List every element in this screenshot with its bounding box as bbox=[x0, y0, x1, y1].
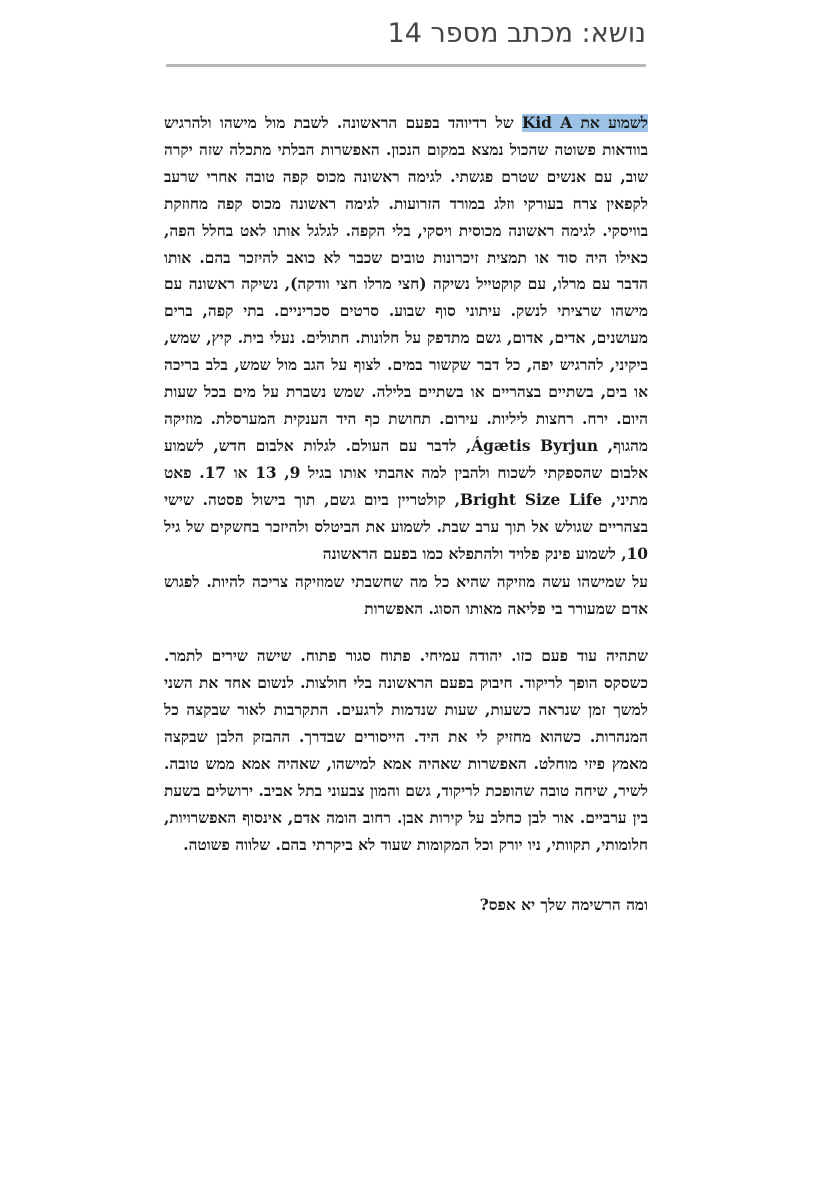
paragraph-3: שתהיה עוד פעם כזו. יהודה עמיחי. פתוח סגור פתוח. שישה שירים לתמר. כשסקס הופך לריקוד. חיבוק בפעם הראשונה בלי חולצות. לנשום אחד את השני למשך זמן שנראה כשעות, שעות שנדמות לרגעים. התקרבות לאור שבקצה כל המנהרות. כשהוא מחזיק לי את היד. הייסורים שבדרך. ההבזק הלבן שבקצה מאמץ פיזי מוחלט. האפשרות שאהיה אמא למישהו, שאהיה אמא ממש טובה. לשיר, שיחה טובה שהופכת לריקוד, גשם והמון צבעוני בתל אביב. ירושלים בשעת בין ערביים. אור לבן כחלב על קירות אבן. רחוב הומה אדם, אינסוף האפשרויות, חלומותי, תקוותי, ניו יורק וכל המקומות שעוד לא ביקרתי בהם. שלווה פשוטה. bbox=[164, 647, 648, 854]
letter-body bbox=[164, 110, 648, 919]
subject-heading: נושא: מכתב מספר 14 bbox=[387, 18, 646, 49]
paragraph-2: על שמישהו עשה מוזיקה שהיא כל מה שחשבתי שמוזיקה צריכה להיות. לפגוש אדם שמעורר בי פליאה מאותו הסוג. האפשרות bbox=[164, 573, 648, 619]
closing-question: ומה הרשימה שלך יא אפס? bbox=[479, 896, 648, 915]
paragraph-1 bbox=[164, 110, 648, 567]
header-divider bbox=[166, 64, 646, 67]
paragraph-1-text: של רדיוהד בפעם הראשונה. לשבת מול מישהו ולהרגיש בוודאות פשוטה שהכול נמצא במקום הנכון. האפשרות הבלתי מתכלה שזה יקרה שוב, עם אנשים שטרם פגשתי. לגימה ראשונה מכוס קפה טובה אחרי שרעב לקפאין צרח בעורקי וזלג במורד הזרועות. לגימה ראשונה מכוס קפה מחוזקת בוויסקי. לגימה ראשונה מכוסית ויסקי, בלי הקפה. לגלגל אותו לאט בחלל הפה, כאילו היה סוד או תמצית זיכרונות טובים שכבר לא כואב להיזכר בהם. אותו הדבר עם מרלו, עם קוקטייל נשיקה (חצי מרלו חצי וודקה), נשיקה ראשונה עם מישהו שרציתי לנשק. עיתוני סוף שבוע. סרטים סכריניים. בתי קפה, ברים מעושנים, אדים, אדום, גשם מתדפק על חלונות. חתולים. נעלי בית. קיץ, שמש, ביקיני, להרגיש יפה, כל דבר שקשור במים. לצוף על הגב מול שמש, בלב בריכה או בים, בשתיים בצהריים או בשתיים בלילה. שמש נשברת על מים בכל שעות היום. ירח. רחצות ליליות. עירום. תחושת כף היד הענקית המערסלת. מוזיקה מהגוף, Ágætis Byrjun, לדבר עם העולם. לגלות אלבום חדש, לשמוע אלבום שהספקתי לשכוח ולהבין למה אהבתי אותו בגיל 9, 13 או 17. פאט מתיני, Bright Size Life, קולטריין ביום גשם, תוך בישול פסטה. שישי בצהריים שגולש אל תוך ערב שבת. לשמוע את הביטלס ולהיזכר בחשקים של גיל 10, לשמוע פינק פלויד ולהתפלא כמו בפעם הראשונה bbox=[164, 114, 648, 563]
highlighted-text: לשמוע את Kid A bbox=[521, 114, 648, 132]
